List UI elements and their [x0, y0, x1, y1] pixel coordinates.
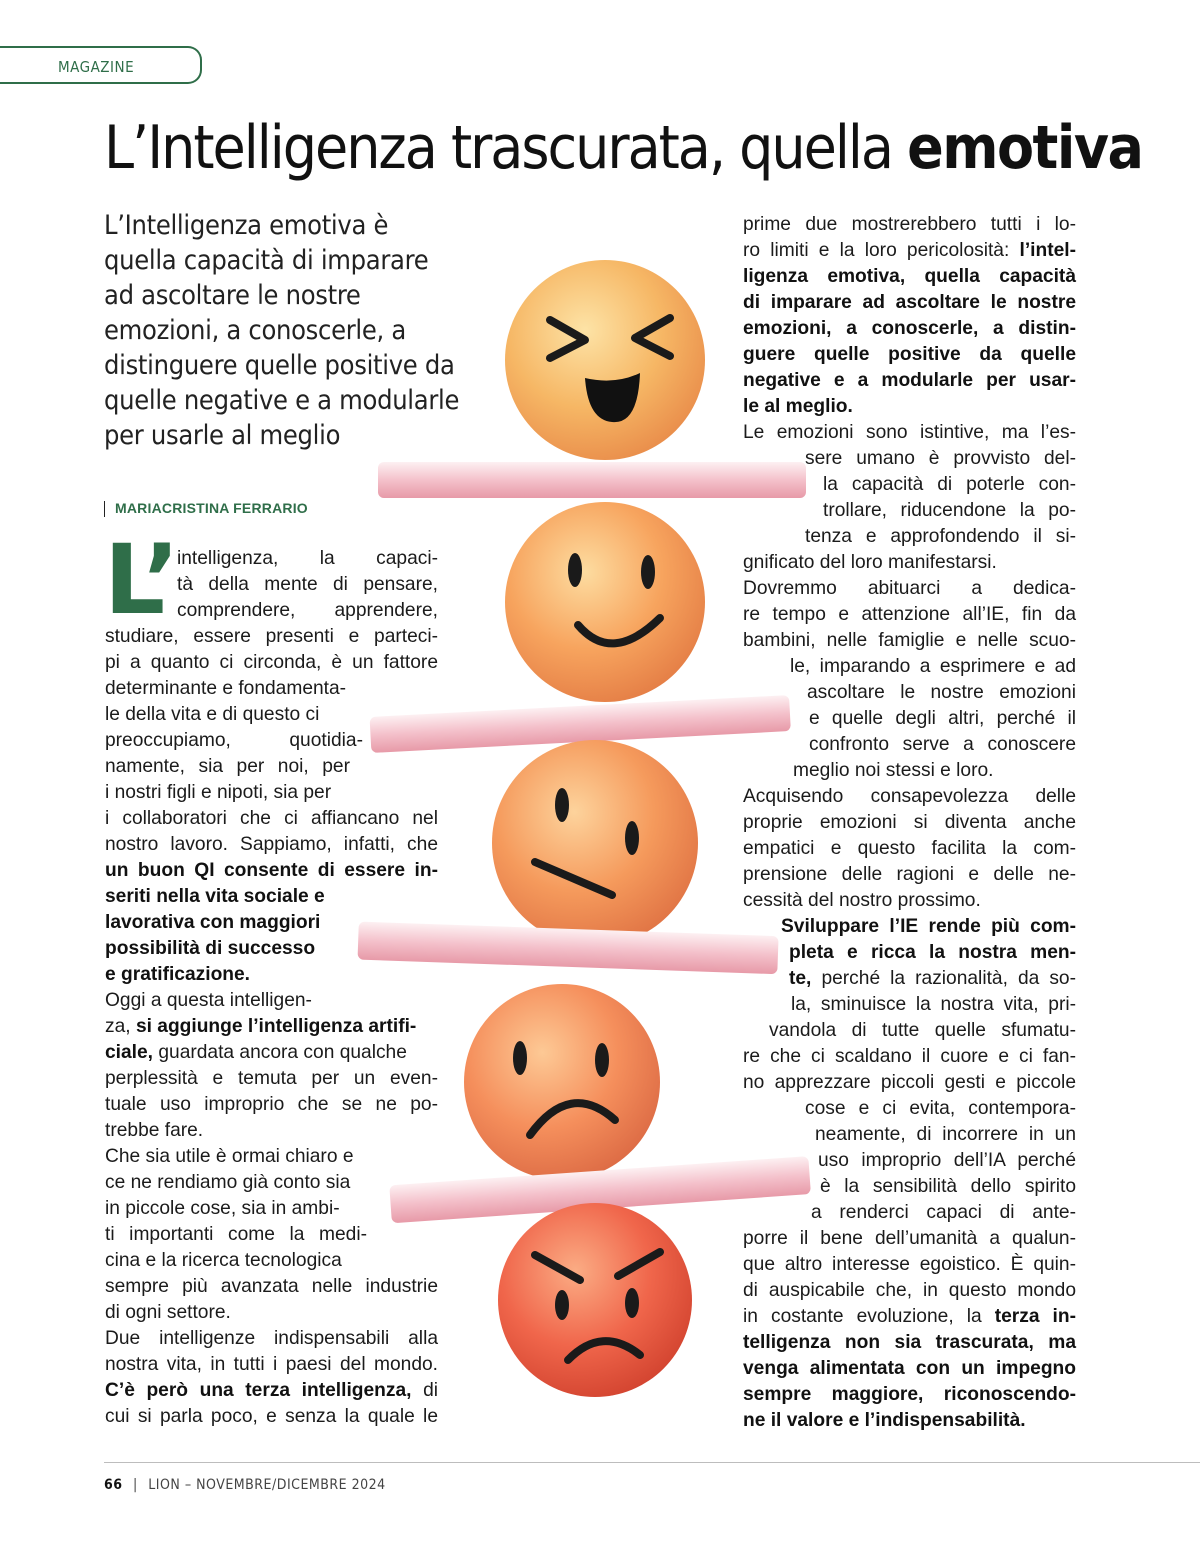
section-tab — [0, 46, 202, 84]
text-line: cui si parla poco, e senza la quale le — [105, 1406, 438, 1427]
text-line: re che ci scaldano il cuore e ci fan- — [743, 1046, 1076, 1067]
text-line: tuale uso improprio che se ne po- — [105, 1094, 438, 1115]
emphasis: guere quelle positive da quelle — [743, 344, 1076, 365]
byline-bar — [104, 501, 105, 517]
emphasis: un buon QI consente di essere in- — [105, 860, 438, 881]
text-line: nostra vita, in tutti i paesi del mondo. — [105, 1354, 438, 1375]
emphasis: telligenza non sia trascurata, ma — [743, 1332, 1076, 1353]
text-line: ce ne rendiamo già conto sia — [105, 1172, 351, 1193]
text-line — [743, 264, 1076, 290]
text-fragment: za, — [105, 1016, 136, 1037]
text-line — [743, 1304, 1076, 1330]
text-line: determinante e fondamenta- — [105, 678, 347, 699]
right-column — [743, 212, 1076, 1434]
page-number: 66 — [104, 1477, 123, 1493]
emphasis: C’è però una terza intelligenza, — [105, 1380, 412, 1401]
text-line: sempre più avanzata nelle industrie — [105, 1276, 438, 1297]
text-line — [743, 1382, 1076, 1408]
text-line: bambini, nelle famiglie e nelle scuo- — [743, 630, 1076, 651]
text-line: gnificato del loro manifestarsi. — [743, 552, 997, 573]
text-line: i collaboratori che ci affiancano nel — [105, 808, 438, 829]
emphasis: le al meglio. — [743, 396, 853, 417]
text-fragment: perché la razionalità, da so- — [811, 968, 1076, 989]
emphasis: seriti nella vita sociale e — [105, 886, 325, 907]
emphasis: e gratificazione. — [105, 964, 251, 985]
text-line: Acquisendo consapevolezza delle — [743, 786, 1076, 807]
text-line: meglio noi stessi e loro. — [793, 760, 994, 781]
text-line — [743, 368, 1076, 394]
text-line: trebbe fare. — [105, 1120, 204, 1141]
title-regular: L’Intelligenza trascurata, quella — [104, 113, 908, 183]
section-label: MAGAZINE — [58, 58, 135, 76]
text-line — [743, 290, 1076, 316]
text-line: Oggi a questa intelligen- — [105, 990, 312, 1011]
text-line — [743, 238, 1076, 264]
text-line — [743, 1408, 1076, 1434]
text-line: le della vita e di questo ci — [105, 704, 320, 725]
text-line: prensione delle ragioni e delle ne- — [743, 864, 1076, 885]
emphasis: Sviluppare l’IE rende più com- — [781, 916, 1076, 937]
text-line: Dovremmo abituarci a dedica- — [743, 578, 1076, 599]
emphasis: te, — [789, 968, 812, 989]
angry-emoji-icon — [498, 1203, 692, 1397]
text-line: porre il bene dell’umanità a qualun- — [743, 1228, 1076, 1249]
text-line: tenza e approfondendo il si- — [805, 526, 1076, 547]
text-line — [105, 1378, 438, 1404]
emphasis: ligenza emotiva, quella capacità — [743, 266, 1076, 287]
text-line — [743, 1356, 1076, 1382]
text-line: tà della mente di pensare, — [177, 574, 438, 595]
skeptical-emoji-icon — [492, 740, 698, 946]
text-line: uso improprio dell’IA perché — [818, 1150, 1076, 1171]
emphasis: terza in- — [994, 1306, 1076, 1327]
publication-issue: LION – NOVEMBRE/DICEMBRE 2024 — [148, 1477, 386, 1493]
emphasis: di imparare ad ascoltare le nostre — [743, 292, 1076, 313]
left-column — [105, 546, 438, 1430]
text-line: Le emozioni sono istintive, ma l’es- — [743, 422, 1076, 443]
text-line: cose e ci evita, contempora- — [805, 1098, 1076, 1119]
emphasis: pleta e ricca la nostra men- — [789, 942, 1076, 963]
text-line — [105, 910, 438, 936]
emphasis: negative e a modularle per usar- — [743, 370, 1076, 391]
text-line: que altro interesse egoistico. È quin- — [743, 1254, 1076, 1275]
smiling-emoji-icon — [505, 502, 705, 702]
text-line — [743, 940, 1076, 966]
page-footer — [104, 1477, 386, 1493]
text-line — [105, 962, 438, 988]
text-fragment: in costante evoluzione, la — [743, 1306, 995, 1327]
emphasis: sempre maggiore, riconoscendo- — [743, 1384, 1076, 1405]
text-line — [743, 914, 1076, 940]
text-line: di auspicabile che, in questo mondo — [743, 1280, 1076, 1301]
text-line: cina e la ricerca tecnologica — [105, 1250, 342, 1271]
text-line — [105, 936, 438, 962]
emphasis: si aggiunge l’intelligenza artifi- — [135, 1016, 417, 1037]
text-line: sere umano è provvisto del- — [805, 448, 1076, 469]
emphasis: ciale, — [105, 1042, 154, 1063]
text-line: trollare, riducendone la po- — [823, 500, 1076, 521]
lead-paragraph: L’Intelligenza emotiva è quella capacità di imparare ad ascoltare le nostre emozioni, a conoscerle, a distinguere quelle positive da quelle negative e a modularle per usarle al meglio — [104, 210, 460, 451]
author-name: MARIACRISTINA FERRARIO — [115, 500, 308, 516]
text-line: Due intelligenze indispensabili alla — [105, 1328, 438, 1349]
title-bold: emotiva — [907, 113, 1143, 183]
plank — [378, 462, 806, 498]
emphasis: ne il valore e l’indispensabilità. — [743, 1410, 1026, 1431]
emphasis: emozioni, a conoscerle, a distin- — [743, 318, 1076, 339]
byline — [104, 500, 308, 517]
text-line: di ogni settore. — [105, 1302, 231, 1323]
text-line: ti importanti come la medi- — [105, 1224, 367, 1245]
text-line — [105, 1040, 438, 1066]
text-line — [743, 394, 1076, 420]
text-fragment: guardata ancora con qualche — [153, 1042, 407, 1063]
text-fragment: ro limiti e la loro pericolosità: — [743, 240, 1020, 261]
text-line — [105, 1014, 438, 1040]
text-line: no apprezzare piccoli gesti e piccole — [743, 1072, 1076, 1093]
emphasis: l’intel- — [1019, 240, 1076, 261]
text-line: confronto serve a conoscere — [809, 734, 1076, 755]
text-line — [743, 1330, 1076, 1356]
text-line: pi a quanto ci circonda, è un fattore — [105, 652, 438, 673]
text-line: studiare, essere presenti e parteci- — [105, 626, 438, 647]
sad-emoji-icon — [464, 984, 660, 1180]
text-line: namente, sia per noi, per — [105, 756, 350, 777]
text-line: a renderci capaci di ante- — [811, 1202, 1076, 1223]
text-line: perplessità e temuta per un even- — [105, 1068, 438, 1089]
text-line — [743, 316, 1076, 342]
footer-separator: | — [133, 1477, 138, 1493]
text-line — [743, 966, 1076, 992]
text-fragment: di — [411, 1380, 438, 1401]
text-line: i nostri figli e nipoti, sia per — [105, 782, 332, 803]
text-line: Che sia utile è ormai chiaro e — [105, 1146, 354, 1167]
text-line: proprie emozioni si diventa anche — [743, 812, 1076, 833]
text-line — [105, 884, 438, 910]
article-title — [104, 112, 1142, 184]
text-line: e quelle degli altri, perché il — [809, 708, 1076, 729]
emphasis: lavorativa con maggiori — [105, 912, 321, 933]
text-line: cessità del nostro prossimo. — [743, 890, 981, 911]
text-line: re tempo e attenzione all’IE, fin da — [743, 604, 1076, 625]
text-line: vandola di tutte quelle sfumatu- — [769, 1020, 1076, 1041]
text-line: preoccupiamo, quotidia- — [105, 730, 363, 751]
emphasis: venga alimentata con un impegno — [743, 1358, 1076, 1379]
laughing-emoji-icon — [505, 260, 705, 460]
text-line: neamente, di incorrere in un — [815, 1124, 1076, 1145]
text-line: è la sensibilità dello spirito — [820, 1176, 1076, 1197]
footer-rule — [104, 1462, 1200, 1463]
text-line: le, imparando a esprimere e ad — [790, 656, 1076, 677]
text-line: ascoltare le nostre emozioni — [807, 682, 1076, 703]
text-line: la, sminuisce la nostra vita, pri- — [791, 994, 1076, 1015]
text-line: comprendere, apprendere, — [177, 600, 438, 621]
text-line: in piccole cose, sia in ambi- — [105, 1198, 340, 1219]
text-line: intelligenza, la capaci- — [177, 548, 438, 569]
text-line: nostro lavoro. Sappiamo, infatti, che — [105, 834, 438, 855]
drop-cap: L’ — [104, 524, 180, 636]
text-line: prime due mostrerebbero tutti i lo- — [743, 214, 1076, 235]
text-line — [743, 342, 1076, 368]
emphasis: possibilità di successo — [105, 938, 316, 959]
text-line: la capacità di poterle con- — [823, 474, 1076, 495]
text-line: empatici e questo facilita la com- — [743, 838, 1076, 859]
text-line — [105, 858, 438, 884]
